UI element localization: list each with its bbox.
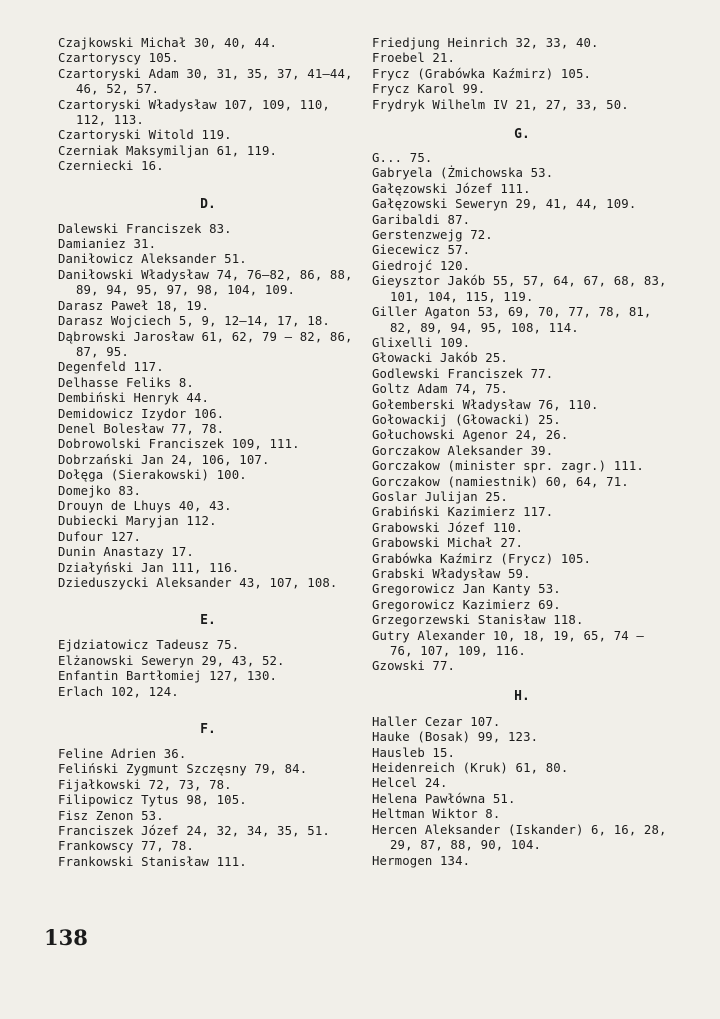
index-entry: Gałęzowski Seweryn 29, 41, 44, 109. [372, 197, 637, 212]
index-entry: Gołuchowski Agenor 24, 26. [372, 428, 569, 443]
index-entry: Gałęzowski Józef 111. [372, 181, 531, 196]
section-heading-d: D. [200, 196, 216, 212]
index-entry: G... 75. [372, 151, 433, 166]
index-entry: Hausleb 15. [372, 745, 456, 760]
index-entry: Degenfeld 117. [58, 360, 164, 375]
index-entry: Garibaldi 87. [372, 212, 471, 227]
index-entry: Franciszek Józef 24, 32, 34, 35, 51. [58, 824, 330, 839]
index-entry: Grabowski Michał 27. [372, 536, 524, 551]
index-entry: Erlach 102, 124. [58, 684, 179, 699]
index-entry: Gołowackij (Głowacki) 25. [372, 412, 561, 427]
index-entry: Frycz (Grabówka Kaźmirz) 105. [372, 66, 592, 81]
index-entry: Gzowski 77. [372, 659, 456, 674]
page-number: 138 [44, 925, 88, 950]
index-entry: Dalewski Franciszek 83. [58, 221, 232, 236]
index-entry: Fijałkowski 72, 73, 78. [58, 777, 232, 792]
index-entry: Fisz Zenon 53. [58, 808, 164, 823]
index-entry: Heltman Wiktor 8. [372, 807, 501, 822]
index-entry: Ejdziatowicz Tadeusz 75. [58, 638, 240, 653]
index-entry: Frankowscy 77, 78. [58, 839, 194, 854]
index-entry: Godlewski Franciszek 77. [372, 366, 554, 381]
index-entry: Hauke (Bosak) 99, 123. [372, 730, 539, 745]
index-entry: Dubiecki Maryjan 112. [58, 514, 217, 529]
index-entry: Gerstenzwejg 72. [372, 228, 493, 243]
index-entry: Frydryk Wilhelm IV 21, 27, 33, 50. [372, 97, 629, 112]
index-entry: Grabiński Kazimierz 117. [372, 505, 554, 520]
index-entry: Grabski Władysław 59. [372, 567, 531, 581]
index-entry: Daniłowicz Aleksander 51. [58, 252, 247, 267]
entries-h [372, 715, 672, 869]
index-entry: Frycz Karol 99. [372, 82, 486, 97]
index-entry: Dzieduszycki Aleksander 43, 107, 108. [58, 576, 338, 590]
index-entry: Czerniecki 16. [58, 159, 164, 174]
index-entry: Hercen Aleksander (Iskander) 6, 16, 28, 29, 87, 88, 90, 104. [372, 822, 667, 853]
section-heading-g: G. [514, 127, 530, 143]
index-entry: Gorczakow Aleksander 39. [372, 443, 554, 458]
index-entry: Damianiez 31. [58, 237, 157, 252]
entries-d [58, 222, 358, 592]
index-entry: Czartoryski Władysław 107, 109, 110, 112, 113. [58, 97, 330, 128]
index-entry: Filipowicz Tytus 98, 105. [58, 793, 247, 808]
index-entry: Delhasse Feliks 8. [58, 375, 194, 390]
index-entry: Dołęga (Sierakowski) 100. [58, 468, 247, 483]
section-heading-h: H. [514, 688, 530, 704]
index-entry: Gregorowicz Kazimierz 69. [372, 597, 561, 612]
index-entry: Darasz Paweł 18, 19. [58, 298, 210, 313]
index-entry: Czartoryski Witold 119. [58, 128, 232, 143]
index-entry: Gabryela (Żmichowska 53. [372, 166, 554, 181]
index-entry: Giller Agaton 53, 69, 70, 77, 78, 81, 82, 89, 94, 95, 108, 114. [372, 305, 652, 335]
index-entry: Dunin Anastazy 17. [58, 545, 194, 560]
index-entry: Haller Cezar 107. [372, 714, 501, 729]
section-heading-f: F. [200, 722, 216, 738]
index-entry: Gołemberski Władysław 76, 110. [372, 397, 599, 412]
left-column [58, 36, 358, 870]
index-entry: Enfantin Bartłomiej 127, 130. [58, 669, 278, 684]
index-entry: Dembiński Henryk 44. [58, 391, 210, 406]
index-entry: Czartoryski Adam 30, 31, 35, 37, 41—44, 46, 52, 57. [58, 66, 353, 97]
index-entry: Dobrowolski Franciszek 109, 111. [58, 437, 300, 452]
index-entry: Dufour 127. [58, 529, 142, 544]
section-heading-e: E. [200, 613, 216, 629]
index-entry: Heidenreich (Kruk) 61, 80. [372, 761, 569, 776]
index-entry: Froebel 21. [372, 51, 456, 66]
entries-e [58, 638, 358, 700]
index-entry: Giedrojć 120. [372, 258, 471, 273]
index-entry: Demidowicz Izydor 106. [58, 406, 225, 421]
index-entry: Goltz Adam 74, 75. [372, 382, 508, 397]
index-entry: Grabowski Józef 110. [372, 520, 524, 535]
index-entry: Feliński Zygmunt Szczęsny 79, 84. [58, 762, 308, 777]
index-entry: Helena Pawłówna 51. [372, 791, 516, 806]
index-entry: Domejko 83. [58, 483, 142, 498]
index-entry: Czartoryscy 105. [58, 51, 179, 66]
index-entry: Gregorowicz Jan Kanty 53. [372, 582, 561, 597]
index-entry: Denel Bolesław 77, 78. [58, 421, 225, 436]
index-entry: Hermogen 134. [372, 853, 471, 868]
index-entry: Elżanowski Seweryn 29, 43, 52. [58, 653, 285, 668]
index-entry: Dobrzański Jan 24, 106, 107. [58, 452, 270, 467]
index-entry: Drouyn de Lhuys 40, 43. [58, 498, 232, 513]
index-entry: Gorczakow (minister spr. zagr.) 111. [372, 459, 644, 474]
index-entry: Czerniak Maksymiljan 61, 119. [58, 143, 278, 158]
index-entry: Działyński Jan 111, 116. [58, 560, 240, 575]
entries-f-left [58, 747, 358, 870]
index-entry: Czajkowski Michał 30, 40, 44. [58, 36, 278, 50]
index-entry: Gieysztor Jakób 55, 57, 64, 67, 68, 83, 101, 104, 115, 119. [372, 274, 667, 304]
index-entry: Giecewicz 57. [372, 243, 471, 258]
entries-c [58, 36, 358, 175]
index-entry: Friedjung Heinrich 32, 33, 40. [372, 36, 599, 50]
index-entry: Helcel 24. [372, 776, 448, 791]
entries-f-right [372, 36, 672, 113]
entries-g [372, 151, 672, 675]
index-entry: Grabówka Kaźmirz (Frycz) 105. [372, 551, 592, 566]
index-entry: Darasz Wojciech 5, 9, 12—14, 17, 18. [58, 314, 330, 329]
right-column [372, 36, 672, 869]
index-entry: Frankowski Stanisław 111. [58, 854, 247, 869]
index-entry: Gorczakow (namiestnik) 60, 64, 71. [372, 474, 629, 489]
index-entry: Dąbrowski Jarosław 61, 62, 79 — 82, 86, 87, 95. [58, 329, 353, 359]
index-entry: Daniłowski Władysław 74, 76—82, 86, 88, 89, 94, 95, 97, 98, 104, 109. [58, 267, 353, 298]
index-entry: Gutry Alexander 10, 18, 19, 65, 74 — 76, 107, 109, 116. [372, 628, 644, 659]
index-entry: Feline Adrien 36. [58, 747, 187, 762]
index-entry: Glixelli 109. [372, 335, 471, 350]
index-entry: Głowacki Jakób 25. [372, 351, 508, 366]
index-entry: Goslar Julijan 25. [372, 489, 508, 504]
index-entry: Grzegorzewski Stanisław 118. [372, 613, 584, 628]
